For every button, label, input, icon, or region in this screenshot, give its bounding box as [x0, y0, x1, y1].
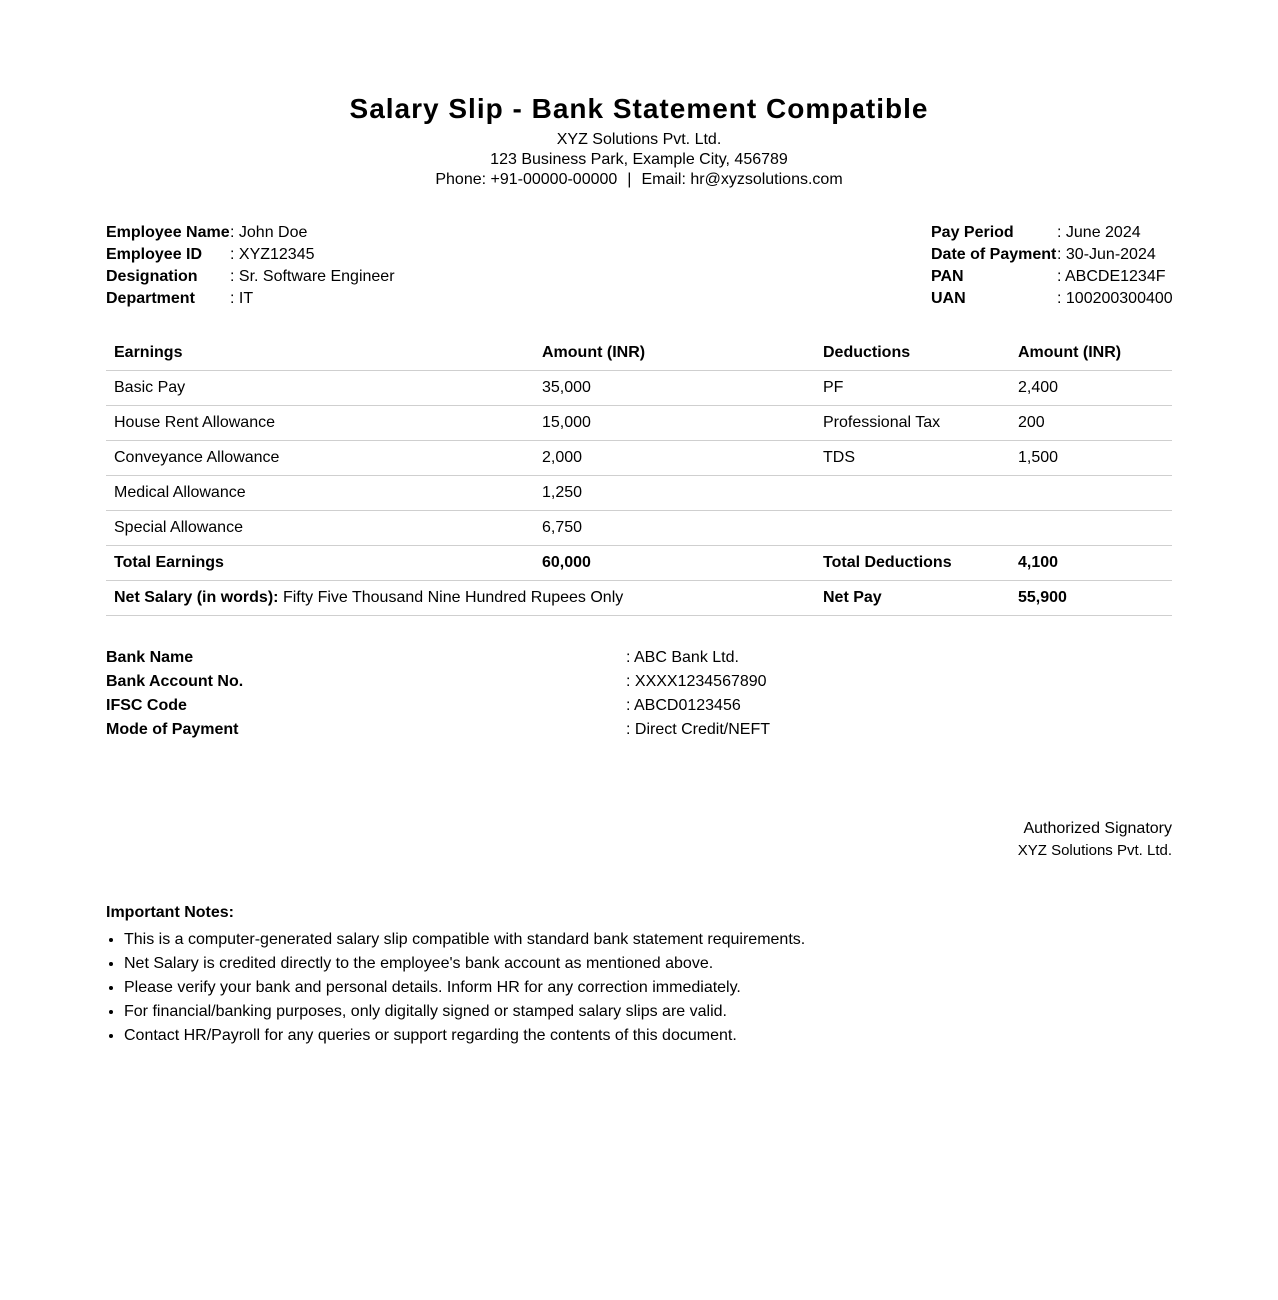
info-row-pan	[931, 266, 1173, 288]
company-name: XYZ Solutions Pvt. Ltd.	[556, 131, 722, 148]
bank-row-account	[106, 670, 1172, 694]
info-value: : XYZ12345	[230, 246, 315, 263]
header-earnings: Earnings	[106, 336, 534, 371]
earning-amount: 35,000	[534, 371, 815, 406]
info-label: PAN	[931, 268, 964, 285]
list-item: • Net Salary is credited directly to the employee's bank account as mentioned above.	[124, 952, 1172, 976]
contact-separator: |	[627, 171, 632, 188]
deduction-label: TDS	[815, 441, 1010, 476]
important-notes	[106, 902, 1172, 1048]
bank-value: : XXXX1234567890	[626, 673, 767, 690]
employee-info	[106, 222, 1172, 310]
deduction-amount: 1,500	[1010, 441, 1172, 476]
earning-label: House Rent Allowance	[106, 406, 534, 441]
earning-amount: 6,750	[534, 511, 815, 546]
bank-value: : ABCD0123456	[626, 697, 741, 714]
bank-label: Bank Account No.	[106, 673, 244, 690]
info-row-employee-name	[106, 222, 395, 244]
info-label: Date of Payment	[931, 246, 1057, 263]
net-pay-label: Net Pay	[815, 581, 1010, 616]
table-row	[106, 441, 1172, 476]
deduction-label: Professional Tax	[815, 406, 1010, 441]
net-salary-words-cell	[106, 581, 815, 616]
info-value: : 30-Jun-2024	[1057, 246, 1156, 263]
employee-info-left	[106, 222, 395, 310]
info-label: Employee ID	[106, 246, 203, 263]
company-email: Email: hr@xyzsolutions.com	[641, 171, 843, 188]
info-value: : June 2024	[1057, 224, 1141, 241]
info-value: : Sr. Software Engineer	[230, 268, 395, 285]
list-item: • This is a computer-generated salary slip compatible with standard bank statement requirements.	[124, 928, 1172, 952]
info-label: Designation	[106, 268, 198, 285]
earning-amount: 15,000	[534, 406, 815, 441]
info-value: : IT	[230, 290, 254, 307]
bank-label: Bank Name	[106, 649, 194, 666]
info-row-uan	[931, 288, 1173, 310]
info-value: : 100200300400	[1057, 290, 1173, 307]
net-salary-words-value: Fifty Five Thousand Nine Hundred Rupees Only	[282, 589, 624, 606]
salary-slip	[106, 92, 1172, 1048]
bank-label: Mode of Payment	[106, 721, 239, 738]
bank-row-ifsc	[106, 694, 1172, 718]
info-label: Pay Period	[931, 224, 1014, 241]
signatory-block	[106, 818, 1172, 862]
table-row	[106, 511, 1172, 546]
bank-row-name	[106, 646, 1172, 670]
company-address: 123 Business Park, Example City, 456789	[490, 151, 788, 168]
deduction-amount	[1010, 511, 1172, 546]
total-earnings-value: 60,000	[534, 546, 815, 581]
net-row	[106, 581, 1172, 616]
header-deductions-amount: Amount (INR)	[1010, 336, 1172, 371]
info-row-employee-id	[106, 244, 395, 266]
info-label: Department	[106, 290, 195, 307]
table-row	[106, 476, 1172, 511]
info-label: UAN	[931, 290, 966, 307]
deduction-amount	[1010, 476, 1172, 511]
deduction-label: PF	[815, 371, 1010, 406]
bank-details	[106, 646, 1172, 742]
info-row-department	[106, 288, 395, 310]
total-deductions-value: 4,100	[1010, 546, 1172, 581]
earning-amount: 1,250	[534, 476, 815, 511]
bank-label: IFSC Code	[106, 697, 187, 714]
company-contact	[106, 170, 1172, 190]
totals-row	[106, 546, 1172, 581]
bank-row-mode	[106, 718, 1172, 742]
deduction-amount: 200	[1010, 406, 1172, 441]
info-value: : John Doe	[230, 224, 308, 241]
earning-amount: 2,000	[534, 441, 815, 476]
net-salary-words-label: Net Salary (in words):	[114, 589, 279, 606]
earning-label: Medical Allowance	[106, 476, 534, 511]
company-block	[106, 130, 1172, 190]
info-row-pay-period	[931, 222, 1173, 244]
total-earnings-label: Total Earnings	[106, 546, 534, 581]
table-header-row	[106, 336, 1172, 371]
info-value: : ABCDE1234F	[1057, 268, 1166, 285]
table-row	[106, 371, 1172, 406]
bank-value: : Direct Credit/NEFT	[626, 721, 771, 738]
signatory-company: XYZ Solutions Pvt. Ltd.	[1017, 842, 1172, 859]
bank-value: : ABC Bank Ltd.	[626, 649, 739, 666]
employee-info-right	[931, 222, 1173, 310]
table-row	[106, 406, 1172, 441]
list-item: • Contact HR/Payroll for any queries or support regarding the contents of this document.	[124, 1024, 1172, 1048]
header-deductions: Deductions	[815, 336, 1010, 371]
earning-label: Basic Pay	[106, 371, 534, 406]
net-pay-value: 55,900	[1010, 581, 1172, 616]
deduction-amount: 2,400	[1010, 371, 1172, 406]
earning-label: Special Allowance	[106, 511, 534, 546]
company-phone: Phone: +91-00000-00000	[435, 171, 618, 188]
deduction-label	[815, 476, 1010, 511]
signatory-title: Authorized Signatory	[1023, 820, 1172, 837]
list-item: • Please verify your bank and personal details. Inform HR for any correction immediately.	[124, 976, 1172, 1000]
total-deductions-label: Total Deductions	[815, 546, 1010, 581]
info-label: Employee Name	[106, 224, 230, 241]
notes-list	[106, 928, 1172, 1048]
deduction-label	[815, 511, 1010, 546]
earning-label: Conveyance Allowance	[106, 441, 534, 476]
earnings-deductions-table	[106, 336, 1172, 616]
page-title: Salary Slip - Bank Statement Compatible	[349, 93, 929, 124]
header-earnings-amount: Amount (INR)	[534, 336, 815, 371]
notes-title: Important Notes:	[106, 904, 234, 921]
info-row-date-of-payment	[931, 244, 1173, 266]
list-item: • For financial/banking purposes, only digitally signed or stamped salary slips are valid.	[124, 1000, 1172, 1024]
info-row-designation	[106, 266, 395, 288]
